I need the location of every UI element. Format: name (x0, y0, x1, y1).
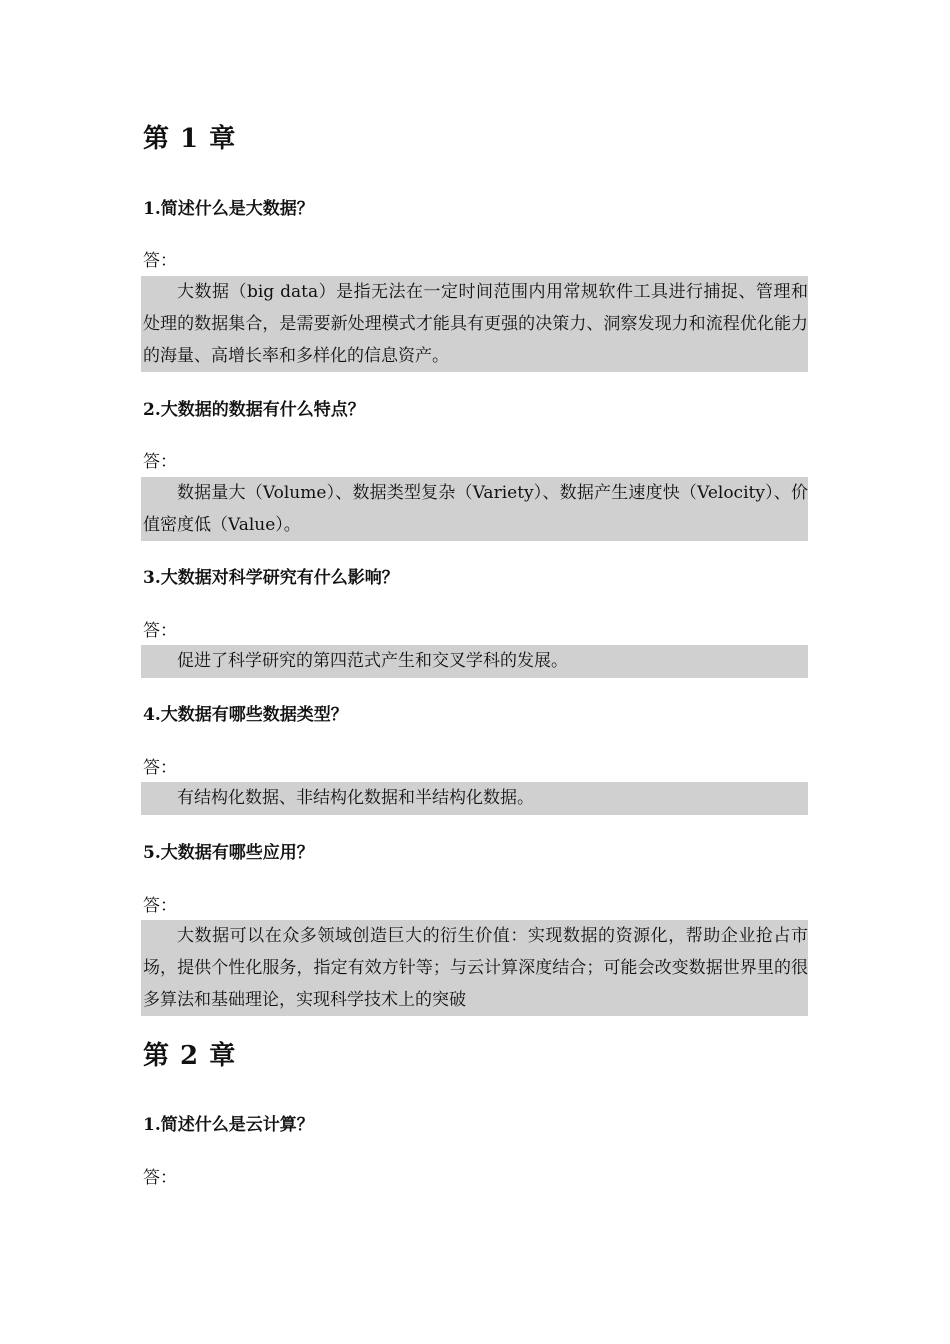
question-heading: 5.大数据有哪些应用？ (143, 843, 314, 863)
question-heading: 2.大数据的数据有什么特点？ (143, 400, 365, 420)
answer-label: 答： (143, 1168, 177, 1188)
answer-label: 答： (143, 452, 177, 472)
question-heading: 1.简述什么是大数据？ (143, 199, 314, 219)
answer-text: 大数据可以在众多领域创造巨大的衍生价值：实现数据的资源化，帮助企业抢占市场，提供个性化服务，指定有效方针等；与云计算深度结合；可能会改变数据世界里的很多算法和基础理论，实现科学技术上的突破 (143, 926, 808, 1010)
answer-text: 大数据（big data）是指无法在一定时间范围内用常规软件工具进行捕捉、管理和处理的数据集合，是需要新处理模式才能具有更强的决策力、洞察发现力和流程优化能力的海量、高增长率和多样化的信息资产。 (143, 282, 808, 366)
answer-box (141, 920, 808, 1016)
answer-text: 有结构化数据、非结构化数据和半结构化数据。 (177, 788, 534, 808)
answer-label: 答： (143, 758, 177, 778)
answer-label: 答： (143, 896, 177, 916)
chapter-title: 第 1 章 (143, 124, 237, 154)
answer-text: 促进了科学研究的第四范式产生和交叉学科的发展。 (177, 651, 568, 671)
chapter-title: 第 2 章 (143, 1041, 237, 1071)
question-heading: 1.简述什么是云计算？ (143, 1115, 314, 1135)
answer-box (141, 645, 808, 678)
answer-box (141, 276, 808, 372)
answer-label: 答： (143, 251, 177, 271)
answer-box (141, 782, 808, 815)
question-heading: 3.大数据对科学研究有什么影响？ (143, 568, 399, 588)
answer-box (141, 477, 808, 541)
question-heading: 4.大数据有哪些数据类型？ (143, 705, 348, 725)
answer-label: 答： (143, 621, 177, 641)
answer-text: 数据量大（Volume）、数据类型复杂（Variety）、数据产生速度快（Velocity）、价值密度低（Value）。 (143, 483, 808, 535)
